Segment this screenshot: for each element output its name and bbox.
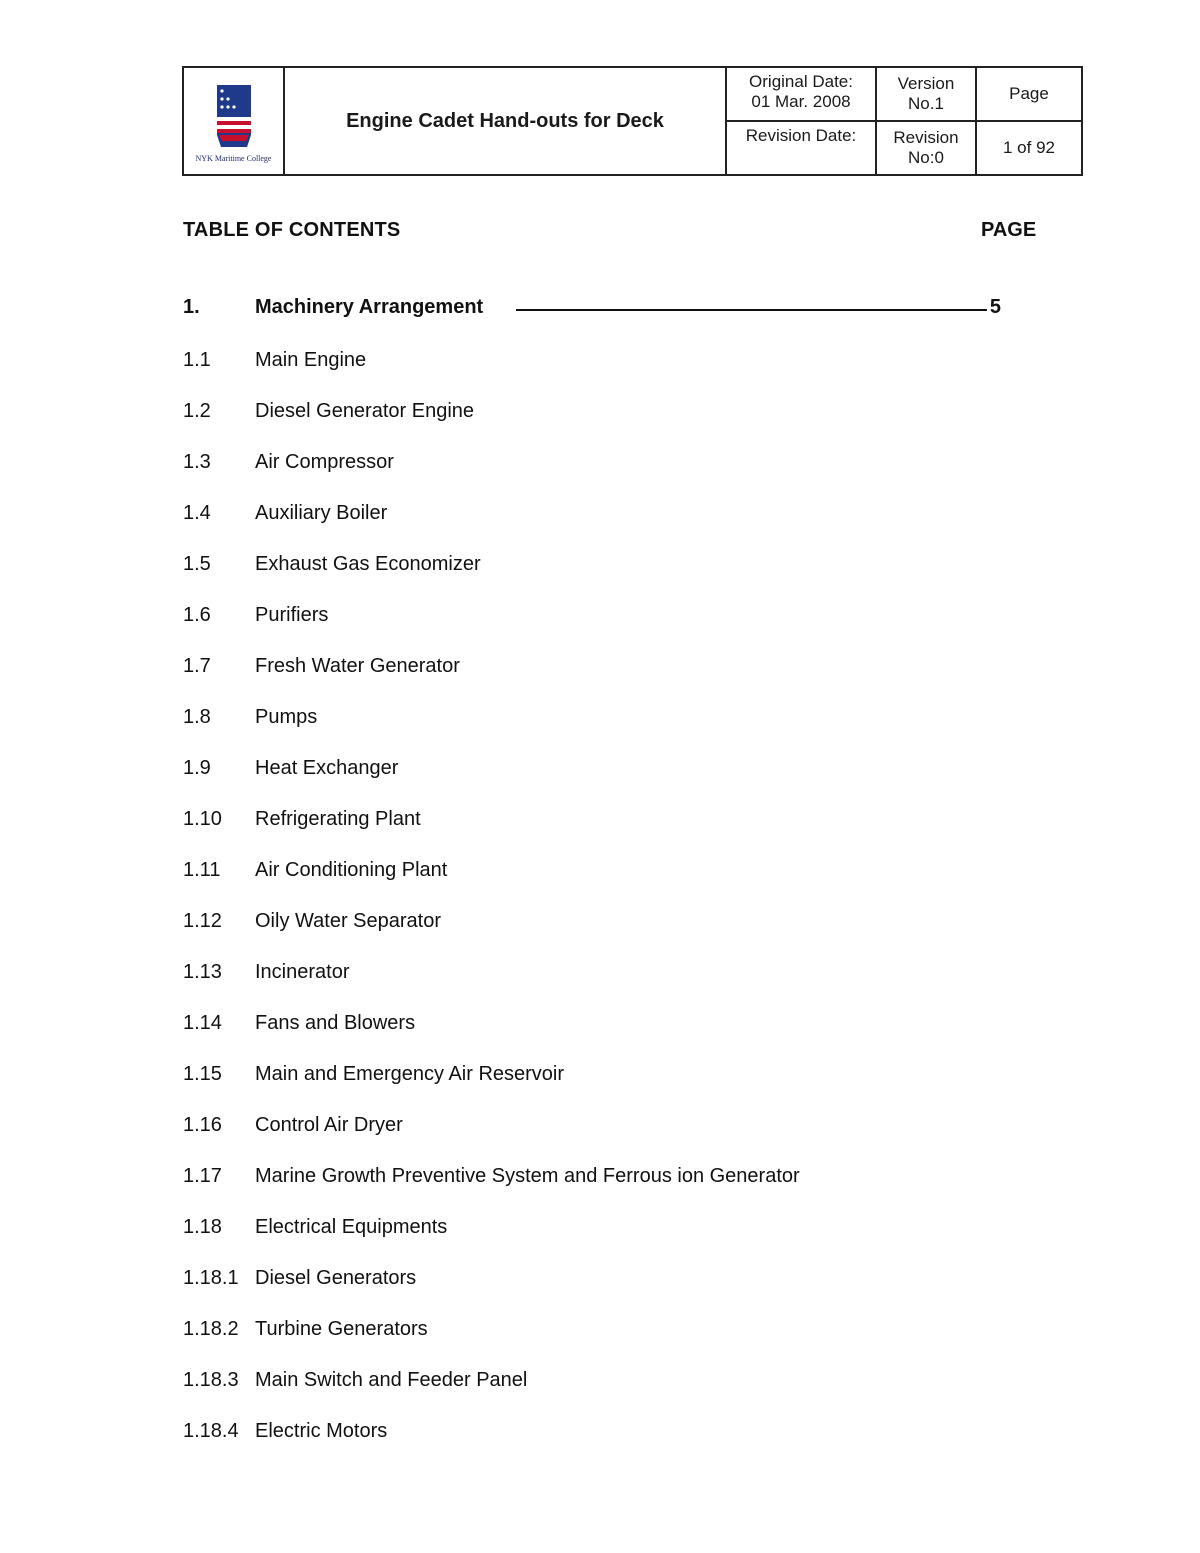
dot-leader (516, 309, 987, 311)
entry-number: 1.2 (183, 400, 211, 422)
toc-entry[interactable] (183, 551, 481, 577)
page-number: 1 of 92 (1003, 138, 1055, 157)
original-date-cell (726, 67, 876, 121)
toc-entry[interactable] (183, 500, 387, 526)
entry-number: 1.3 (183, 451, 211, 473)
revision-date-cell (726, 121, 876, 175)
entry-title: Auxiliary Boiler (255, 502, 388, 524)
toc-entry[interactable] (183, 1316, 428, 1342)
toc-entry[interactable] (183, 1214, 447, 1240)
page-number-cell (976, 121, 1082, 175)
toc-entry[interactable] (183, 1112, 403, 1138)
entry-number: 1.10 (183, 808, 222, 830)
entry-number: 1.8 (183, 706, 211, 728)
entry-number: 1.18 (183, 1216, 222, 1238)
chapter-page-number: 5 (989, 296, 1001, 318)
entry-title: Purifiers (255, 604, 329, 626)
entry-number: 1.18.1 (183, 1267, 239, 1289)
entry-title: Turbine Generators (255, 1318, 428, 1340)
entry-title: Marine Growth Preventive System and Ferrous ion Generator (255, 1165, 800, 1187)
entry-title: Fans and Blowers (255, 1012, 416, 1034)
version-cell (876, 67, 976, 121)
toc-entry[interactable] (183, 1010, 415, 1036)
entry-number: 1.1 (183, 349, 211, 371)
toc-entry[interactable] (183, 1367, 527, 1393)
toc-entry[interactable] (183, 602, 328, 628)
entry-title: Electric Motors (255, 1420, 388, 1442)
toc-entry[interactable] (183, 857, 447, 883)
toc-entry[interactable] (183, 704, 317, 730)
entry-title: Air Conditioning Plant (255, 859, 448, 881)
chapter-title: Machinery Arrangement (255, 296, 484, 318)
college-logo (191, 77, 277, 165)
entry-number: 1.14 (183, 1012, 222, 1034)
entry-title: Main Engine (255, 349, 367, 371)
page-label: Page (1009, 84, 1049, 103)
toc-entry[interactable] (183, 1418, 387, 1444)
entry-number: 1.16 (183, 1114, 222, 1136)
toc-entry[interactable] (183, 806, 421, 832)
entry-title: Diesel Generator Engine (255, 400, 475, 422)
entry-title: Control Air Dryer (255, 1114, 403, 1136)
entry-number: 1.18.3 (183, 1369, 239, 1391)
toc-entry[interactable] (183, 653, 460, 679)
entry-number: 1.17 (183, 1165, 222, 1187)
entry-number: 1.18.2 (183, 1318, 239, 1340)
entry-title: Air Compressor (255, 451, 394, 473)
toc-entry[interactable] (183, 959, 350, 985)
entry-title: Main Switch and Feeder Panel (255, 1369, 528, 1391)
revision-date-label: Revision Date: (745, 126, 857, 145)
document-header (182, 66, 1083, 176)
toc-entry[interactable] (183, 908, 441, 934)
entry-number: 1.7 (183, 655, 211, 677)
entry-title: Pumps (255, 706, 318, 728)
version-label: Version (897, 74, 955, 93)
entry-number: 1.12 (183, 910, 222, 932)
entry-title: Exhaust Gas Economizer (255, 553, 481, 575)
entry-number: 1.13 (183, 961, 222, 983)
page-label-cell (976, 67, 1082, 121)
entry-title: Diesel Generators (255, 1267, 417, 1289)
revision-cell (876, 121, 976, 175)
original-date-value: 01 Mar. 2008 (751, 92, 851, 111)
entry-title: Refrigerating Plant (255, 808, 421, 830)
toc-entry[interactable] (183, 449, 394, 475)
revision-label: Revision (893, 128, 959, 147)
entry-title: Incinerator (255, 961, 350, 983)
entry-title: Electrical Equipments (255, 1216, 448, 1238)
toc-entry[interactable] (183, 755, 398, 781)
logo-cell (183, 67, 284, 175)
revision-value: No:0 (908, 148, 944, 167)
logo-emblem-icon (191, 77, 277, 153)
entry-title: Main and Emergency Air Reservoir (255, 1063, 565, 1085)
toc-chapter-entry[interactable] (183, 294, 1013, 320)
chapter-number: 1. (183, 296, 200, 318)
entry-number: 1.6 (183, 604, 211, 626)
entry-number: 1.4 (183, 502, 211, 524)
original-date-label: Original Date: (749, 72, 853, 91)
entry-title: Fresh Water Generator (255, 655, 460, 677)
entry-title: Oily Water Separator (255, 910, 441, 932)
document-title: Engine Cadet Hand-outs for Deck (284, 67, 726, 175)
entry-number: 1.5 (183, 553, 211, 575)
entry-number: 1.18.4 (183, 1420, 239, 1442)
logo-caption: NYK Maritime College (195, 154, 272, 163)
version-value: No.1 (908, 94, 944, 113)
entry-title: Heat Exchanger (255, 757, 399, 779)
toc-entry[interactable] (183, 398, 474, 424)
entry-number: 1.11 (183, 859, 221, 881)
toc-page-heading: PAGE (981, 219, 1037, 241)
entry-number: 1.15 (183, 1063, 222, 1085)
toc-heading: TABLE OF CONTENTS (183, 219, 401, 241)
entry-number: 1.9 (183, 757, 211, 779)
toc-entry[interactable] (183, 1265, 416, 1291)
toc-entry[interactable] (183, 347, 366, 373)
toc-entry[interactable] (183, 1163, 800, 1189)
toc-entry[interactable] (183, 1061, 564, 1087)
